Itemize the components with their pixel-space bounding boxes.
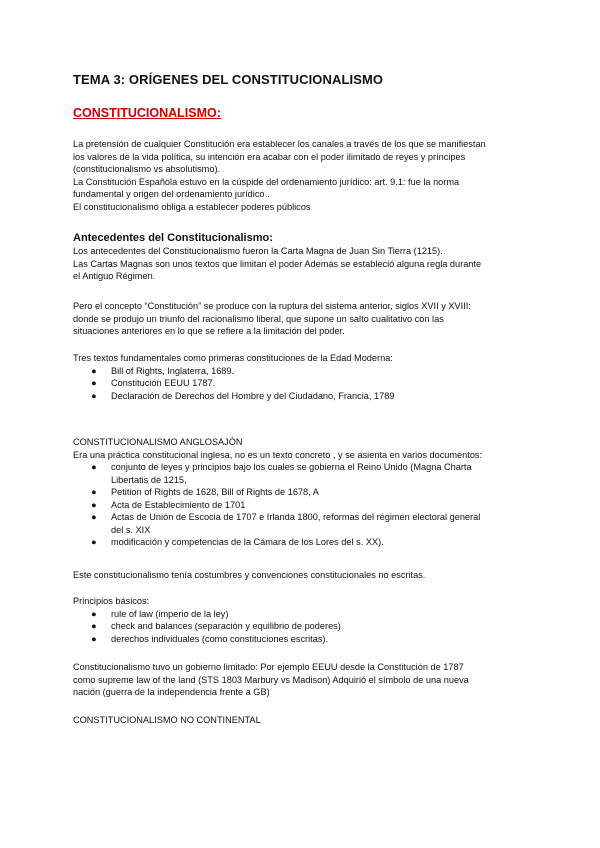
costumbres-paragraph: [73, 569, 533, 582]
list-item-text: conjunto de leyes y principios bajo los cuales se gobierna el Reino Unido (Magna Charta: [111, 462, 472, 472]
text-line: como supreme law of the land (STS 1803 Marbury vs Madison) Adquirió el símbolo de una nueva: [73, 674, 469, 685]
list-item-text: Actas de Unión de Escocia de 1707 e Irlanda 1800, reformas del régimen electoral general: [111, 512, 481, 522]
text-line: Tres textos fundamentales como primeras constituciones de la Edad Moderna:: [73, 353, 393, 363]
text-line: El constitucionalismo obliga a establecer poderes públicos: [73, 201, 311, 212]
list-item: [73, 486, 533, 499]
text-line: (constitucionalismo vs absolutismo).: [73, 164, 221, 174]
concepto-paragraph: [73, 300, 533, 338]
bullet-icon: ●: [91, 378, 97, 388]
bullet-icon: ●: [91, 608, 97, 619]
gobierno-limitado-paragraph: [73, 661, 533, 699]
list-item: [73, 633, 533, 646]
text-line: CONSTITUCIONALISMO NO CONTINENTAL: [73, 715, 261, 725]
principios-section: [73, 595, 533, 645]
list-item: [73, 461, 533, 486]
text-line: el Antiguo Régimen.: [73, 271, 156, 281]
bullet-icon: ●: [91, 499, 97, 510]
list-item-text: Bill of Rights, Inglaterra, 1689.: [111, 365, 235, 376]
text-line: Pero el concepto “Constitución” se produce con la ruptura del sistema anterior, siglos XVII y XVIII:: [73, 301, 471, 311]
list-item-text: check and balances (separación y equilibrio de poderes): [111, 621, 341, 631]
bullet-icon: ●: [91, 512, 97, 522]
text-line: Los antecedentes del Constitucionalismo fueron la Carta Magna de Juan Sin Tierra (1215).: [73, 246, 443, 256]
list-item: [73, 620, 533, 633]
bullet-icon: ●: [91, 487, 97, 497]
text-line: Este constitucionalismo tenía costumbres y convenciones constitucionales no escritas.: [73, 570, 426, 580]
list-item-text: Libertatis de 1215,: [111, 474, 187, 485]
text-line: Las Cartas Magnas son unos textos que limitan el poder Además se estableció alguna regla durante: [73, 258, 482, 269]
text-line: La pretensión de cualquier Constitución era establecer los canales a través de los que se manifiestan: [73, 139, 486, 149]
list-item: [73, 608, 533, 621]
bullet-icon: ●: [91, 633, 97, 644]
text-line: donde se produjo un triunfo del racionalismo liberal, que supone un salto cualitativo con las: [73, 313, 444, 324]
document-title: TEMA 3: ORÍGENES DEL CONSTITUCIONALISMO: [73, 72, 384, 87]
no-continental-heading: [73, 714, 533, 727]
list-item-text: Acta de Establecimiento de 1701: [111, 499, 246, 510]
text-line: Constitucionalismo tuvo un gobierno limitado: Por ejemplo EEUU desde la Constitución de 1787: [73, 662, 464, 672]
bullet-icon: ●: [91, 621, 97, 631]
anglosajon-list: [73, 461, 533, 549]
anglosajon-heading: CONSTITUCIONALISMO ANGLOSAJÓN: [73, 437, 243, 447]
list-item: [73, 365, 533, 378]
tres-textos-list: [73, 365, 533, 403]
text-line: fundamental y origen del ordenamiento jurídico .: [73, 189, 270, 199]
list-item-text: Constitución EEUU 1787.: [111, 378, 216, 388]
anglosajon-section: [73, 436, 533, 549]
bullet-icon: ●: [91, 365, 97, 376]
text-line: los valores de la vida política, su intención era acabar con el poder ilimitado de reyes y príncipes: [73, 151, 466, 162]
principios-list: [73, 608, 533, 646]
list-item: [73, 499, 533, 512]
tres-textos-section: [73, 352, 533, 402]
list-item-text: Petition of Rights de 1628, Bill of Rights de 1678, A: [111, 487, 319, 497]
text-line: La Constitución Española estuvo en la cúspide del ordenamiento jurídico: art. 9.1: fue la norma: [73, 176, 460, 187]
text-line: nación (guerra de la independencia frente a GB): [73, 687, 270, 697]
antecedentes-paragraph: [73, 245, 533, 283]
list-item: [73, 377, 533, 390]
text-line: situaciones anteriores en lo que se refiere a la limitación del poder.: [73, 326, 345, 336]
list-item-text: del s. XIX: [111, 524, 151, 535]
intro-paragraph: [73, 138, 533, 213]
text-line: Era una práctica constitucional inglesa, no es un texto concreto , y se asienta en varios documentos:: [73, 449, 483, 460]
list-item-text: rule of law (imperio de la ley): [111, 608, 229, 619]
list-item: [73, 390, 533, 403]
list-item-text: derechos individuales (como constituciones escritas).: [111, 633, 329, 644]
section-subtitle: CONSTITUCIONALISMO:: [73, 106, 221, 120]
list-item: [73, 511, 533, 536]
bullet-icon: ●: [91, 537, 97, 547]
list-item-text: modificación y competencias de la Cámara de los Lores del s. XX).: [111, 537, 384, 547]
bullet-icon: ●: [91, 390, 97, 401]
antecedentes-heading: Antecedentes del Constitucionalismo:: [73, 232, 273, 244]
principios-heading: Principios básicos:: [73, 596, 150, 606]
list-item: [73, 536, 533, 549]
bullet-icon: ●: [91, 462, 97, 472]
list-item-text: Declaración de Derechos del Hombre y del Ciudadano, Francia, 1789: [111, 390, 395, 401]
